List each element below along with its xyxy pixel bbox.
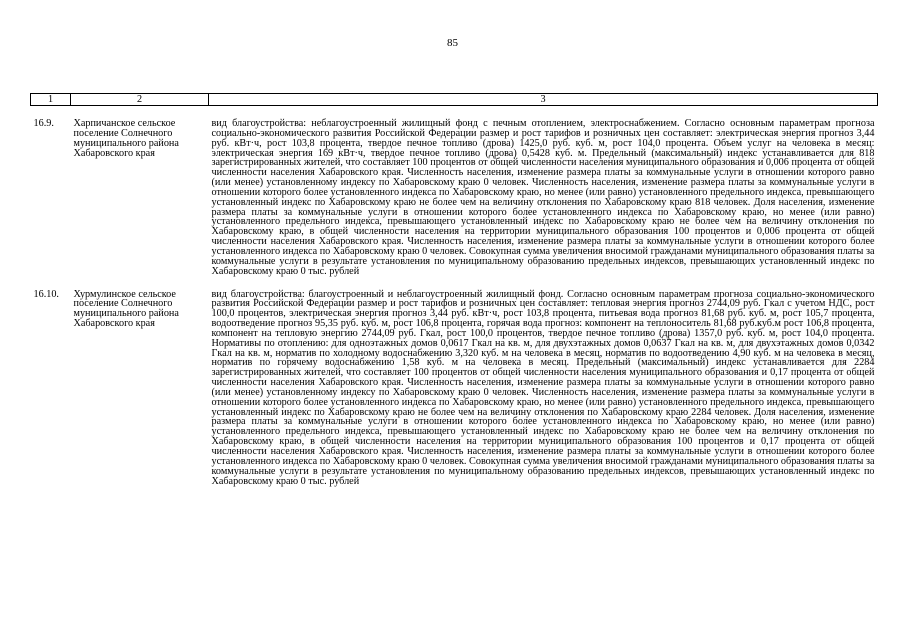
settlement-name: Харпичанское сельское поселение Солнечного муниципального района Хабаровского края	[73, 118, 179, 159]
table-row	[31, 106, 878, 277]
row-number: 16.9.	[33, 118, 54, 129]
row-number: 16.10.	[33, 288, 59, 300]
settlement-description: вид благоустройства: неблагоустроенный жилищный фонд с печным отоплением, электроснабжением. Согласно основным параметрам прогноза социально-экономического развития Российской Федерации размер и рост тарифов и розничных цен составляет: электрическая энергия прогноз 3,44 руб. кВт·ч, рост 103,8 процента, твердое печное топливо (дрова) 1425,0 руб. куб. м, рост 104,0 процента. Объем услуг на человека в месяц: электрическая энергия 169 кВт·ч, твердое печное топливо (дрова) 0,5428 куб. м. Предельный (максимальный) индекс устанавливается для 818 зарегистрированных жителей, что составляет 100 процентов от общей численности населения муниципального образования и 0,006 процента от общей численности населения Хабаровского края. Численность населения, изменение размера платы за коммунальные услуги в отношении которого равно (или менее) установленному индексу по Хабаровскому краю 0 человек. Численность населения, изменение размера платы за коммунальные услуги в отношении которого более установленного индекса по Хабаровскому краю, но менее (или равно) установленного предельного индекса, превышающего установленный индекс по Хабаровскому краю не более чем на величину отклонения по Хабаровскому краю 818 человек. Доля населения, изменение размера платы за коммунальные услуги в отношении которого более установленного индекса по Хабаровскому краю, но менее (или равно) установленного предельного индекса, превышающего установленный индекс по Хабаровскому краю не более чем на величину отклонения по Хабаровскому краю, в общей численности населения на территории муниципального образования 100 процентов и 0,006 процента от общей численности населения Хабаровского края. Численность населения, изменение размера платы за коммунальные услуги в отношении которого более установленного индекса по Хабаровскому краю 0 человек. Совокупная сумма увеличения вносимой гражданами муниципального образования платы за коммунальные услуги в результате установления по муниципальному образованию предельных индексов, превышающих установленный индекс по Хабаровскому краю 0 тыс. рублей	[211, 118, 875, 277]
column-header-1: 1	[31, 94, 71, 106]
table-header-row	[31, 94, 878, 106]
table-row	[31, 277, 878, 487]
settlement-name: Хурмулинское сельское поселение Солнечного муниципального района Хабаровского края	[73, 288, 179, 330]
column-header-2: 2	[71, 94, 209, 106]
settlement-description: вид благоустройства: благоустроенный и неблагоустроенный жилищный фонд. Согласно основным параметрам прогноза социально-экономического развития Российской Федерации размер и рост тарифов и розничных цен составляет: тепловая энергия прогноз 2744,09 руб. Гкал с учетом НДС, рост 100,0 процентов, электрическая энергия прогноз 3,44 руб. кВт·ч, рост 103,8 процента, питьевая вода прогноз 81,68 руб. куб. м, рост 105,7 процента, водоотведение прогноз 95,35 руб. куб. м, рост 106,8 процента, горячая вода прогноз: компонент на теплоноситель 81,68 руб.куб.м рост 106,8 процента, компонент на тепловую энергию 2744,09 руб. Гкал, рост 100,0 процентов, твердое печное топливо (дрова) 1357,0 руб. куб. м, рост 104,0 процента. Нормативы по отоплению: для одноэтажных домов 0,0617 Гкал на кв. м, для двухэтажных домов 0,0637 Гкал на кв. м, для двухэтажных домов 0,0342 Гкал на кв. м, норматив по холодному водоснабжению 3,320 куб. м на человека в месяц, норматив по водоотведению 4,90 куб. м на человека в месяц, норматив по горячему водоснабжению 1,58 куб. м на человека в месяц. Предельный (максимальный) индекс устанавливается для 2284 зарегистрированных жителей, что составляет 100 процентов от общей численности населения муниципального образования и 0,17 процента от общей численности населения Хабаровского края. Численность населения, изменение размера платы за коммунальные услуги в отношении которого равно (или менее) установленному индексу по Хабаровскому краю 0 человек. Численность населения, изменение размера платы за коммунальные услуги в отношении которого более установленного индекса по Хабаровскому краю, но менее (или равно) установленного предельного индекса, превышающего установленный индекс по Хабаровскому краю не более чем на величину отклонения по Хабаровскому краю 2284 человек. Доля населения, изменение размера платы за коммунальные услуги в отношении которого более установленного индекса по Хабаровскому краю, но менее (или равно) установленного предельного индекса, превышающего установленный индекс по Хабаровскому краю не более чем на величину отклонения по Хабаровскому краю, в общей численности населения на территории муниципального образования 100 процентов и 0,17 процента от общей численности населения Хабаровского края. Численность населения, изменение размера платы за коммунальные услуги в отношении которого более установленного индекса по Хабаровскому краю 0 человек. Совокупная сумма увеличения вносимой гражданами муниципального образования платы за коммунальные услуги в результате установления по муниципальному образованию предельных индексов, превышающих установленный индекс по Хабаровскому краю 0 тыс. рублей	[211, 288, 875, 487]
column-header-3: 3	[209, 94, 878, 106]
page-number: 85	[447, 37, 458, 49]
tariff-table	[30, 93, 878, 486]
